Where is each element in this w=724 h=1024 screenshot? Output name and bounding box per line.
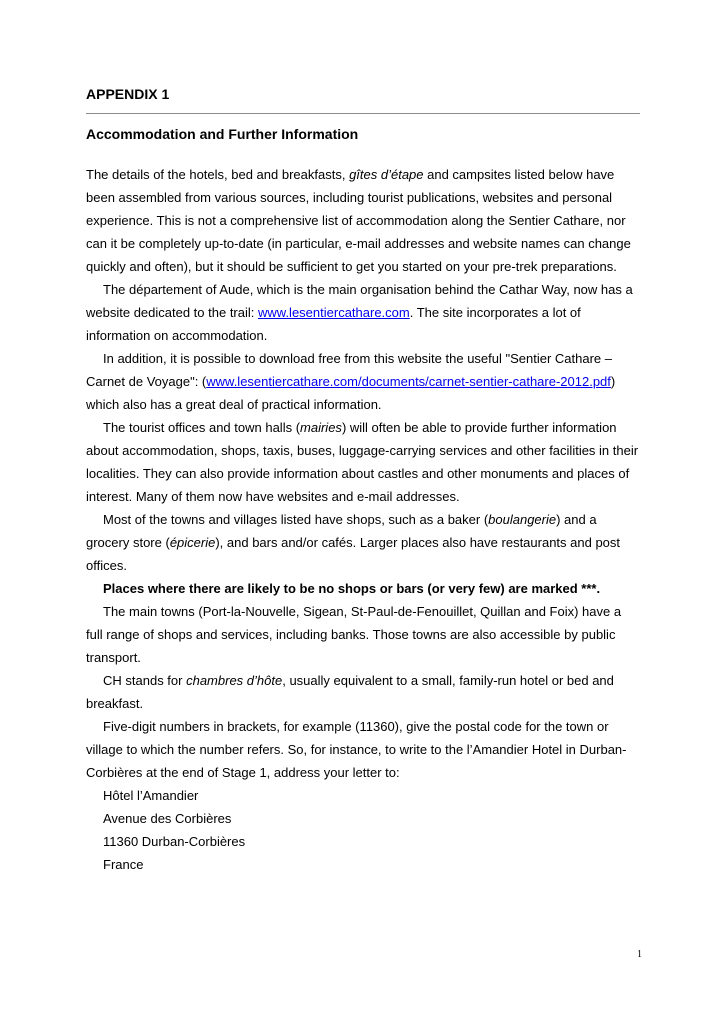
address-line: France (103, 857, 144, 872)
text-run: CH stands for (103, 673, 187, 688)
paragraph-shops (86, 508, 640, 577)
text-run: ) which also has a great deal of practical information. (86, 374, 616, 412)
pdf-link[interactable]: www.lesentiercathare.com/documents/carnet-sentier-cathare-2012.pdf (206, 374, 611, 389)
address-line: Avenue des Corbières (103, 811, 232, 826)
text-run: ) will often be able to provide further information about accommodation, shops, taxis, buses, luggage-carrying services and other facilities in their localities. They can also provide information about castles and other monuments and places of interest. Many of them now have websites and e-mail addresses. (86, 420, 639, 504)
paragraph-no-shops-note (86, 577, 640, 600)
text-run: , usually equivalent to a small, family-run hotel or bed and breakfast. (86, 673, 614, 711)
italic-term: gîtes d’étape (349, 167, 424, 182)
text-run: . The site incorporates a lot of information on accommodation. (86, 305, 581, 343)
text-run: In addition, it is possible to download free from this website the useful "Sentier Cathare – Carnet de Voyage": ( (86, 351, 613, 389)
address-line: 11360 Durban-Corbières (103, 834, 246, 849)
paragraph-postal-codes: Five-digit numbers in brackets, for example (11360), give the postal code for the town or village to which the number refers. So, for instance, to write to the l’Amandier Hotel in Durban-Corbières at the end of Stage 1, address your letter to: (86, 719, 627, 780)
body-text (86, 163, 640, 876)
paragraph-tourist-offices (86, 416, 640, 508)
text-run: The details of the hotels, bed and breakfasts, (86, 167, 350, 182)
italic-term: boulangerie (488, 512, 557, 527)
document-page (86, 84, 640, 876)
text-run: Most of the towns and villages listed have shops, such as a baker ( (103, 512, 489, 527)
address-line: Hôtel l’Amandier (103, 788, 199, 803)
text-run: ), and bars and/or cafés. Larger places also have restaurants and post offices. (86, 535, 621, 573)
text-run: ) and a grocery store ( (86, 512, 597, 550)
paragraph-departement (86, 278, 640, 347)
italic-term: épicerie (169, 535, 216, 550)
italic-term: mairies (300, 420, 342, 435)
text-run: and campsites listed below have been assembled from various sources, including tourist publications, websites and personal experience. This is not a comprehensive list of accommodation along the Sentier Cathare, nor can it be completely up-to-date (in particular, e-mail addresses and website names can change quickly and often), but it should be sufficient to get you started on your pre-trek preparations. (86, 167, 631, 274)
website-link[interactable]: www.lesentiercathare.com (258, 305, 410, 320)
section-title: Accommodation and Further Information (86, 126, 359, 142)
paragraph-intro (86, 163, 640, 278)
paragraph-download (86, 347, 640, 416)
italic-term: chambres d’hôte (186, 673, 283, 688)
paragraph-ch (86, 669, 640, 715)
appendix-heading: APPENDIX 1 (86, 84, 640, 114)
page-number: 1 (637, 949, 642, 960)
text-run: The département of Aude, which is the main organisation behind the Cathar Way, now has a website dedicated to the trail: (86, 282, 633, 320)
text-run: The tourist offices and town halls ( (103, 420, 301, 435)
paragraph-main-towns: The main towns (Port-la-Nouvelle, Sigean, St-Paul-de-Fenouillet, Quillan and Foix) have a full range of shops and services, including banks. Those towns are also accessible by public transport. (86, 604, 622, 665)
bold-note: Places where there are likely to be no shops or bars (or very few) are marked ***. (103, 581, 601, 596)
